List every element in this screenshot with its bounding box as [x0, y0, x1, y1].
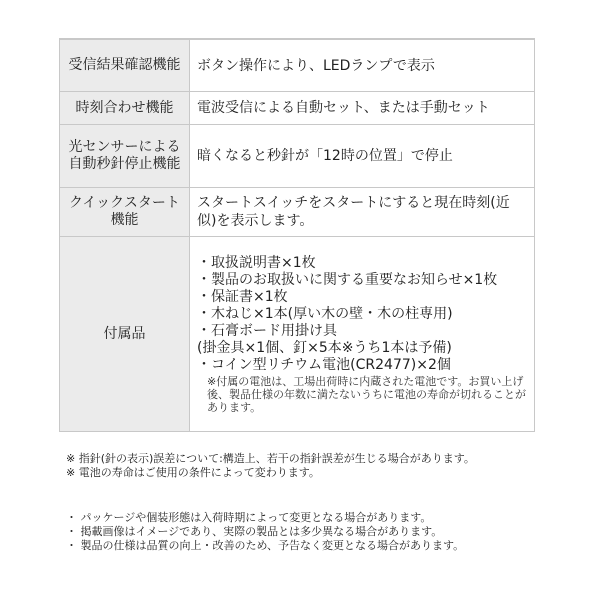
spec-row-reception-check [60, 40, 535, 92]
accessory-item: ・取扱説明書×1枚 [197, 254, 316, 271]
disclaimer-item: ・ パッケージや個装形態は入荷時期によって変更となる場合があります。 [66, 511, 432, 524]
spec-label: 光センサーによる自動秒針停止機能 [60, 125, 190, 188]
disclaimer-item: ・ 製品の仕様は品質の向上・改善のため、予告なく変更となる場合があります。 [66, 539, 465, 552]
spec-value: 暗くなると秒針が「12時の位置」で停止 [190, 125, 535, 188]
spec-row-quick-start [60, 188, 535, 237]
accessories-list [190, 237, 535, 432]
footnote-battery-life: ※ 電池の寿命はご使用の条件によって変わります。 [66, 466, 320, 479]
spec-value: スタートスイッチをスタートにすると現在時刻(近似)を表示します。 [190, 188, 535, 237]
footnote-hand-error: ※ 指針(針の表示)誤差について:構造上、若干の指針誤差が生じる場合があります。 [66, 452, 475, 465]
spec-label: 時刻合わせ機能 [60, 92, 190, 125]
accessory-item: ・製品のお取扱いに関する重要なお知らせ×1枚 [197, 271, 498, 288]
spec-value: 電波受信による自動セット、または手動セット [190, 92, 535, 125]
disclaimer-item: ・ 掲載画像はイメージであり、実際の製品とは多少異なる場合があります。 [66, 525, 443, 538]
spec-label: 付属品 [60, 237, 190, 432]
disclaimer-list [66, 511, 536, 553]
accessory-item: ・石膏ボード用掛け具 [197, 322, 337, 339]
spec-label: クイックスタート機能 [60, 188, 190, 237]
spec-value: ボタン操作により、LEDランプで表示 [190, 40, 535, 92]
spec-row-time-setting [60, 92, 535, 125]
accessory-item: ・コイン型リチウム電池(CR2477)×2個 [197, 356, 451, 373]
battery-note: ※付属の電池は、工場出荷時に内蔵された電池です。お買い上げ後、製品仕様の年数に満たないうちに電池の寿命が切れることがあります。 [207, 374, 526, 414]
accessory-item: (掛金具×1個、釘×5本※うち1本は予備) [197, 339, 452, 356]
spec-label: 受信結果確認機能 [60, 40, 190, 92]
accessory-item: ・保証書×1枚 [197, 288, 288, 305]
footnotes [66, 452, 536, 480]
accessory-item: ・木ねじ×1本(厚い木の壁・木の柱専用) [197, 305, 453, 322]
spec-row-light-sensor [60, 125, 535, 188]
spec-row-accessories [60, 237, 535, 432]
spec-table [59, 38, 535, 432]
